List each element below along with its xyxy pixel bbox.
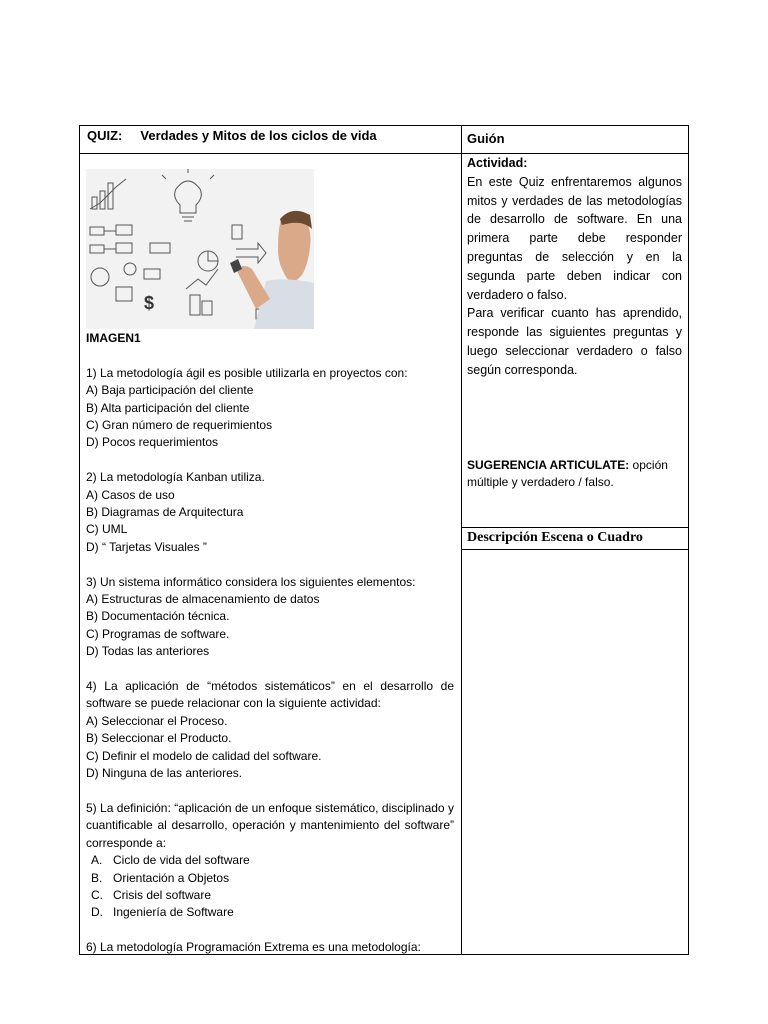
question-4-option-c: C) Definir el modelo de calidad del software. <box>86 748 322 763</box>
question-4-option-b: B) Seleccionar el Producto. <box>86 731 232 746</box>
image-caption: IMAGEN1 <box>86 331 141 345</box>
question-5-option-d <box>86 904 454 921</box>
quiz-label: QUIZ: <box>87 128 123 143</box>
question-6-prompt: 6) La metodología Programación Extrema es una metodología: <box>86 940 421 955</box>
description-bottom-divider <box>461 549 688 550</box>
option-text: Ingeniería de Software <box>113 905 234 920</box>
question-3-prompt: 3) Un sistema informático considera los siguientes elementos: <box>86 574 416 589</box>
guion-header: Guión <box>467 131 505 146</box>
option-marker: B. <box>91 870 103 885</box>
question-3-option-c: C) Programas de software. <box>86 626 230 641</box>
question-2-option-c: C) UML <box>86 522 128 537</box>
option-marker: D. <box>91 905 103 920</box>
description-top-divider <box>461 527 688 528</box>
articulate-suggestion <box>467 457 682 491</box>
option-text: Crisis del software <box>113 887 212 902</box>
question-2-option-d: D) “ Tarjetas Visuales ” <box>86 539 207 554</box>
svg-text:$: $ <box>144 293 155 313</box>
question-1-option-b: B) Alta participación del cliente <box>86 400 250 415</box>
suggestion-label: SUGERENCIA ARTICULATE: <box>467 458 630 472</box>
option-text: Orientación a Objetos <box>113 870 230 885</box>
option-text: Ciclo de vida del software <box>113 853 250 868</box>
question-5-option-c <box>86 887 454 904</box>
question-1-option-d: D) Pocos requerimientos <box>86 435 219 450</box>
quiz-header <box>87 128 377 143</box>
activity-section <box>467 154 682 380</box>
question-5-option-a <box>86 852 454 869</box>
question-4-option-d: D) Ninguna de las anteriores. <box>86 766 243 781</box>
activity-paragraph-2: Para verificar cuanto has aprendido, responde las siguientes preguntas y luego seleccionar verdadero o falso según corresponda. <box>467 306 682 377</box>
activity-title: Actividad: <box>467 156 528 170</box>
activity-paragraph-1: En este Quiz enfrentaremos algunos mitos y verdades de las metodologías de desarrollo de software. En una primera parte debe responder preguntas de selección y en la segunda parte deben indicar con verdadero o falso. <box>467 174 682 302</box>
description-header: Descripción Escena o Cuadro <box>467 530 643 545</box>
question-4-prompt: 4) La aplicación de “métodos sistemáticos” en el desarrollo de software se puede relacionar con la siguiente actividad: <box>86 679 454 711</box>
suggestion-text: opción múltiple y verdadero / falso. <box>467 458 668 489</box>
question-2-prompt: 2) La metodología Kanban utiliza. <box>86 470 265 485</box>
column-divider <box>461 126 462 954</box>
question-4-option-a: A) Seleccionar el Proceso. <box>86 713 228 728</box>
illustration-image <box>86 169 314 329</box>
question-1-option-c: C) Gran número de requerimientos <box>86 418 273 433</box>
question-3-option-d: D) Todas las anteriores <box>86 644 210 659</box>
question-3-option-a: A) Estructuras de almacenamiento de datos <box>86 592 320 607</box>
option-marker: C. <box>91 887 103 902</box>
question-5-prompt: 5) La definición: “aplicación de un enfoque sistemático, disciplinado y cuantificable al desarrollo, operación y mantenimiento del software” corresponde a: <box>86 800 454 850</box>
questions-column <box>86 330 454 957</box>
question-2-option-a: A) Casos de uso <box>86 487 175 502</box>
question-1-option-a: A) Baja participación del cliente <box>86 383 254 398</box>
quiz-title: Verdades y Mitos de los ciclos de vida <box>140 128 377 143</box>
option-marker: A. <box>91 853 103 868</box>
question-1-prompt: 1) La metodología ágil es posible utilizarla en proyectos con: <box>86 365 408 380</box>
question-5-option-b <box>86 870 454 887</box>
question-2-option-b: B) Diagramas de Arquitectura <box>86 505 244 520</box>
question-3-option-b: B) Documentación técnica. <box>86 609 230 624</box>
